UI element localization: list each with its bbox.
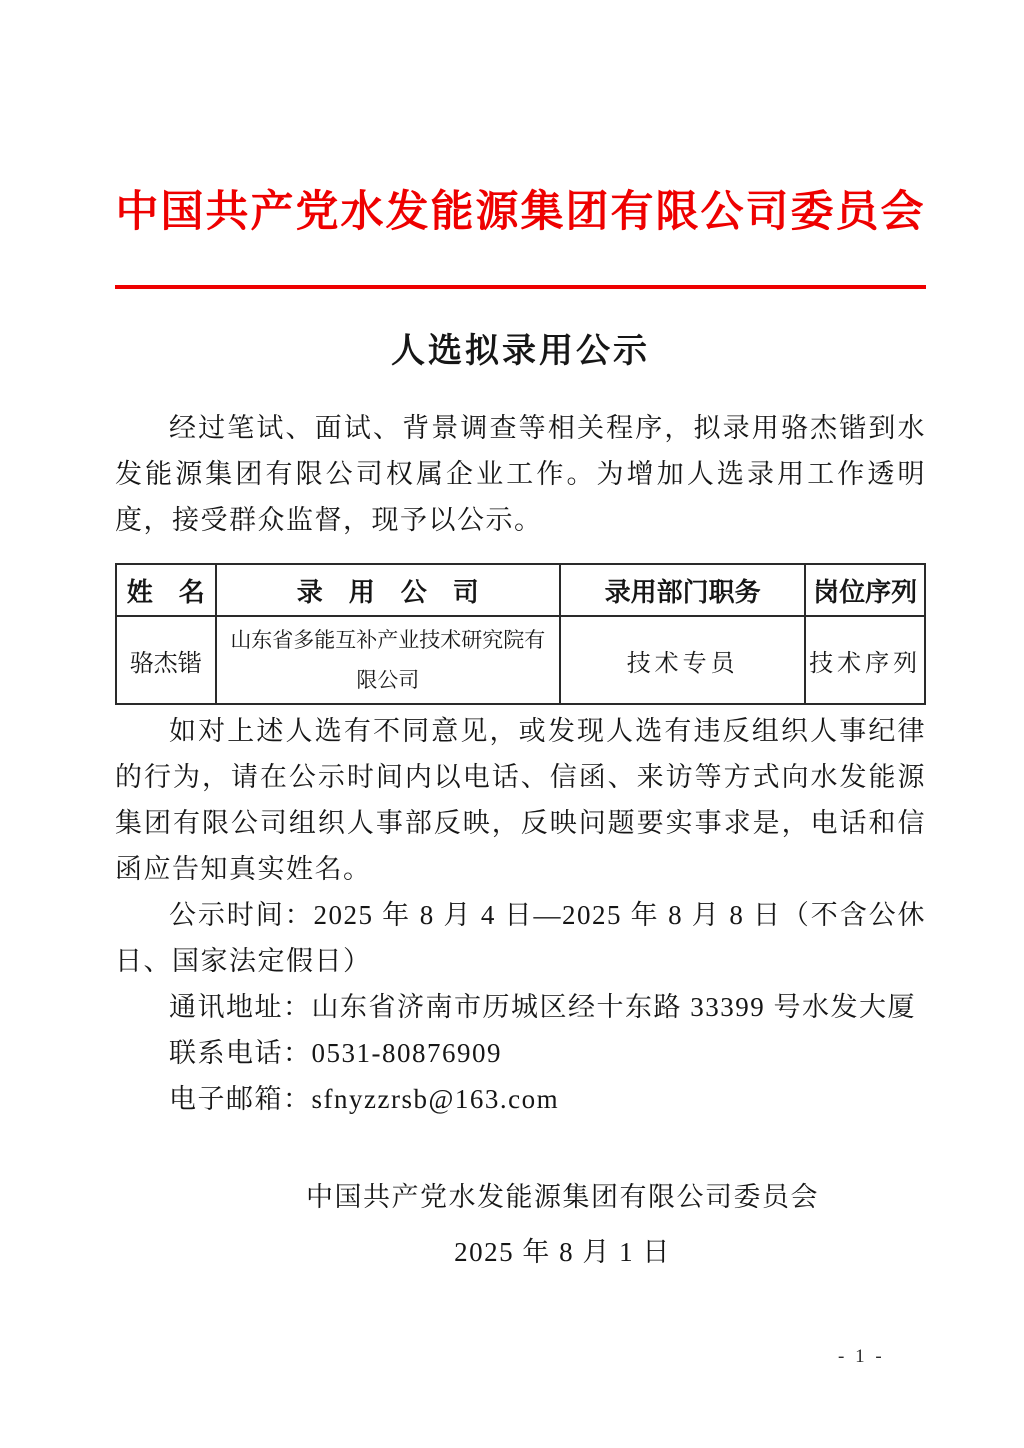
letterhead-divider-rule <box>115 285 926 289</box>
mailing-address-line: 通讯地址：山东省济南市历城区经十东路 33399 号水发大厦 <box>169 992 916 1022</box>
column-header-company: 录 用 公 司 <box>216 564 561 616</box>
contact-email-line: 电子邮箱：sfnyzzrsb@163.com <box>169 1084 560 1114</box>
table-header-row <box>116 564 925 616</box>
page-title: 人选拟录用公示 <box>391 333 650 370</box>
notice-period-line: 公示时间：2025 年 8 月 4 日—2025 年 8 月 8 日（不含公休日、国家法定假日） <box>115 900 926 976</box>
page-number: - 1 - <box>838 1346 885 1367</box>
cell-candidate-name: 骆杰锴 <box>116 616 216 704</box>
objection-paragraph: 如对上述人选有不同意见，或发现人选有违反组织人事纪律的行为，请在公示时间内以电话、信函、来访等方式向水发能源集团有限公司组织人事部反映，反映问题要实事求是，电话和信函应告知真实姓名。 <box>115 716 926 884</box>
cell-department-position: 技术专员 <box>560 616 805 704</box>
column-header-sequence: 岗位序列 <box>805 564 925 616</box>
letterhead-org-name: 中国共产党水发能源集团有限公司委员会 <box>115 189 926 236</box>
signature-org-name: 中国共产党水发能源集团有限公司委员会 <box>306 1182 819 1212</box>
signature-block <box>199 1174 926 1275</box>
signature-date: 2025 年 8 月 1 日 <box>454 1237 671 1267</box>
intro-paragraph: 经过笔试、面试、背景调查等相关程序，拟录用骆杰锴到水发能源集团有限公司权属企业工作。为增加人选录用工作透明度，接受群众监督，现予以公示。 <box>115 413 926 535</box>
cell-position-sequence: 技术序列 <box>805 616 925 704</box>
table-row <box>116 616 925 704</box>
contact-phone-line: 联系电话：0531-80876909 <box>169 1038 502 1068</box>
hire-announcement-table <box>115 563 926 705</box>
column-header-position: 录用部门职务 <box>560 564 805 616</box>
cell-hiring-company: 山东省多能互补产业技术研究院有限公司 <box>216 616 561 704</box>
column-header-name: 姓 名 <box>116 564 216 616</box>
